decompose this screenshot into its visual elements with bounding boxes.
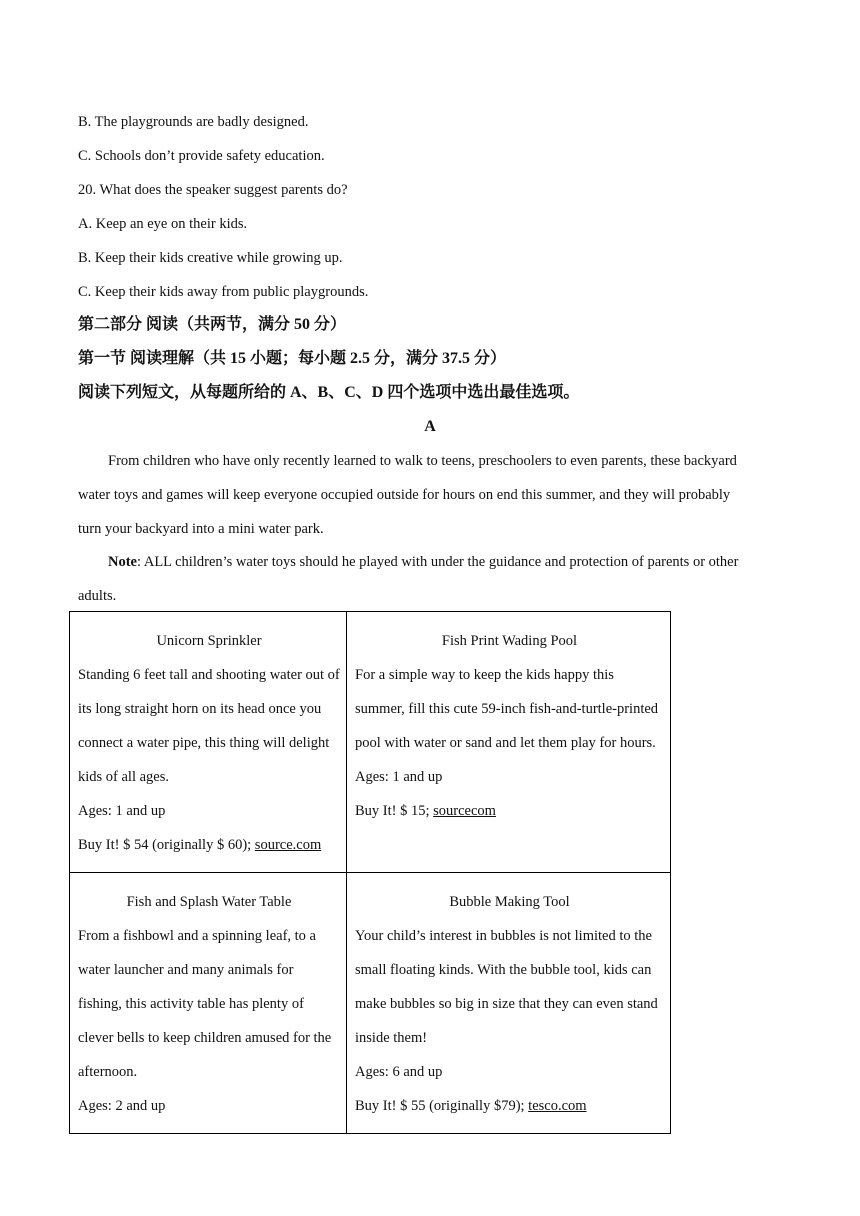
product-description: Standing 6 feet tall and shooting water out of its long straight horn on its head once you connect a water pipe, this thing will delight kids of all ages. <box>78 667 340 785</box>
q20-option-c: C. Keep their kids away from public playgrounds. <box>78 284 369 300</box>
product-ages: Ages: 1 and up <box>78 803 166 819</box>
product-description: Your child’s interest in bubbles is not limited to the small floating kinds. With the bubble tool, kids can make bubbles so big in size that they can even stand inside them! <box>355 928 658 1046</box>
note-label: Note <box>108 554 137 570</box>
passage-label: A <box>424 418 436 435</box>
product-buy-line <box>355 794 664 828</box>
q20-stem: 20. What does the speaker suggest parents do? <box>78 182 348 198</box>
product-buy-line <box>355 1089 664 1123</box>
product-buy-line <box>78 828 340 862</box>
product-cell <box>70 612 347 873</box>
product-description: From a fishbowl and a spinning leaf, to a water launcher and many animals for fishing, this activity table has plenty of clever bells to keep children amused for the afternoon. <box>78 928 332 1080</box>
product-price: Buy It! $ 15; <box>355 803 434 819</box>
product-title: Fish and Splash Water Table <box>126 894 292 910</box>
table-row <box>70 873 671 1134</box>
product-link[interactable]: source.com <box>254 837 322 853</box>
q19-option-b: B. The playgrounds are badly designed. <box>78 114 309 130</box>
product-link[interactable]: tesco.com <box>528 1098 587 1114</box>
product-cell <box>70 873 347 1134</box>
instruction: 阅读下列短文，从每题所给的 A、B、C、D 四个选项中选出最佳选项。 <box>78 384 580 401</box>
product-cell <box>347 612 671 873</box>
product-link[interactable]: sourcecom <box>433 803 496 819</box>
table-row <box>70 612 671 873</box>
product-title: Fish Print Wading Pool <box>441 633 578 649</box>
q20-option-a: A. Keep an eye on their kids. <box>78 216 248 232</box>
part-heading: 第二部分 阅读（共两节，满分 50 分） <box>78 316 347 333</box>
subsection-heading: 第一节 阅读理解（共 15 小题；每小题 2.5 分，满分 37.5 分） <box>78 350 507 367</box>
product-ages: Ages: 2 and up <box>78 1098 166 1114</box>
products-table <box>69 611 671 1134</box>
product-description: For a simple way to keep the kids happy this summer, fill this cute 59-inch fish-and-turtle-printed pool with water or sand and let them play for hours. <box>355 667 659 751</box>
product-price: Buy It! $ 55 (originally $79); <box>355 1098 529 1114</box>
product-title: Unicorn Sprinkler <box>156 633 262 649</box>
passage-para1-line2: water toys and games will keep everyone occupied outside for hours on end this summer, and they will probably <box>78 487 731 503</box>
product-ages: Ages: 1 and up <box>355 769 443 785</box>
passage-para1-line1: From children who have only recently learned to walk to teens, preschoolers to even parents, these backyard <box>108 453 737 469</box>
passage-para1-line3: turn your backyard into a mini water park. <box>78 521 324 537</box>
note-line2: adults. <box>78 588 117 604</box>
q19-option-c: C. Schools don’t provide safety education. <box>78 148 325 164</box>
product-ages: Ages: 6 and up <box>355 1064 443 1080</box>
q20-option-b: B. Keep their kids creative while growing up. <box>78 250 343 266</box>
product-price: Buy It! $ 54 (originally $ 60); <box>78 837 255 853</box>
product-title: Bubble Making Tool <box>449 894 570 910</box>
product-cell <box>347 873 671 1134</box>
note-line1 <box>108 553 738 571</box>
note-text: : ALL children’s water toys should he played with under the guidance and protection of parents or other <box>137 554 739 570</box>
